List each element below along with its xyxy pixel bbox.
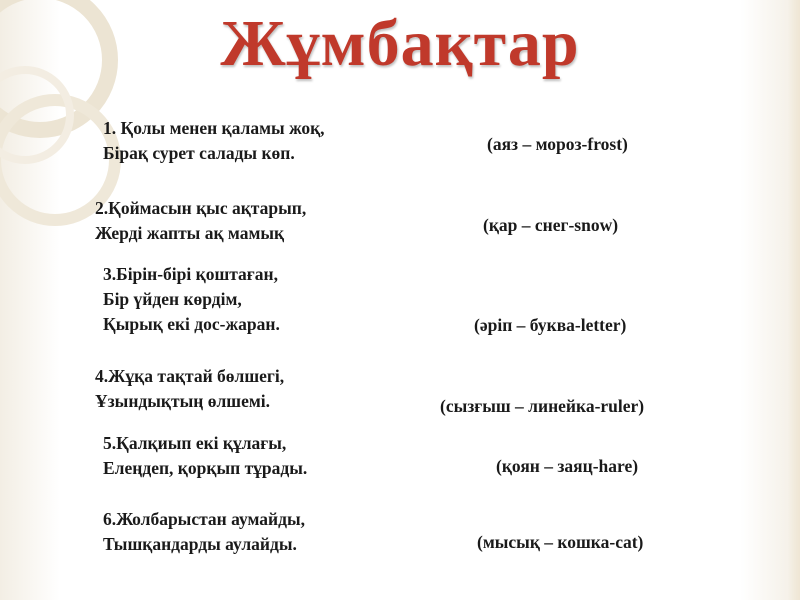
riddle-4: [95, 364, 284, 414]
riddle-3: [103, 262, 280, 337]
riddle-line: Бір үйден көрдім,: [103, 289, 242, 309]
riddle-line: Тышқандарды аулайды.: [103, 534, 297, 554]
page-title: Жұмбақтар: [220, 7, 580, 80]
riddle-line: Жерді жапты ақ мамық: [95, 223, 285, 243]
riddle-4-answer: (сызғыш – линейка-ruler): [440, 396, 645, 416]
riddle-1: [103, 116, 325, 166]
riddle-line: Ұзындықтың өлшемі.: [95, 391, 270, 411]
riddle-line: Қырық екі дос-жаран.: [103, 314, 280, 334]
riddle-line: 1. Қолы менен қаламы жоқ,: [103, 118, 325, 138]
riddle-1-answer: (аяз – мороз-frost): [487, 134, 628, 154]
riddle-line: 3.Бірін-бірі қоштаған,: [103, 264, 278, 284]
riddle-5-answer: (қоян – заяц-hare): [496, 456, 639, 476]
slide-edge-shadow: [788, 0, 800, 600]
riddle-2: [95, 196, 306, 246]
riddle-5: [103, 431, 307, 481]
riddle-line: 5.Қалқиып екі құлағы,: [103, 433, 287, 453]
riddle-line: 6.Жолбарыстан аумайды,: [103, 509, 306, 529]
riddle-line: 4.Жұқа тақтай бөлшегі,: [95, 366, 285, 386]
riddle-line: Елеңдеп, қорқып тұрады.: [103, 458, 308, 478]
riddle-3-answer: (әріп – буква-letter): [474, 315, 627, 335]
riddle-line: Бірақ сурет салады көп.: [103, 143, 295, 163]
riddle-2-answer: (қар – снег-snow): [483, 215, 619, 235]
riddle-6: [103, 507, 305, 557]
riddle-line: 2.Қоймасын қыс ақтарып,: [95, 198, 307, 218]
riddle-6-answer: (мысық – кошка-cat): [477, 532, 644, 552]
